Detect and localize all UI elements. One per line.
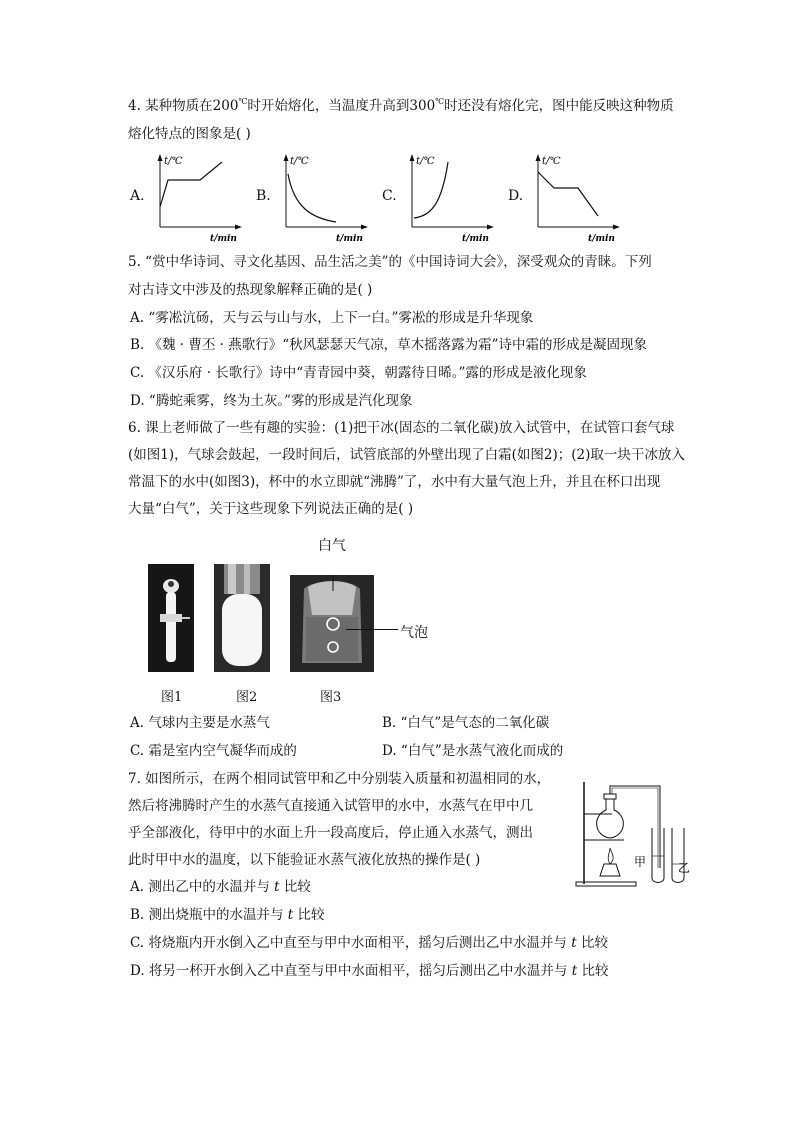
fig3-photo [290, 575, 374, 672]
q4-option-a-label: A. [130, 188, 145, 204]
q4-stem-line2: 熔化特点的图象是( ) [128, 126, 251, 142]
q7-label-yi: 乙 [678, 861, 691, 875]
q6-option-b: B. “白气”是气态的二氧化碳 [382, 715, 550, 731]
q6-stem-line4: 大量“白气”，关于这些现象下列说法正确的是( ) [128, 501, 414, 517]
q5-option-b: B. 《魏 · 曹丕 · 燕歌行》“秋风瑟瑟天气凉，草木摇落露为霜”诗中霜的形成是凝固现象 [130, 337, 648, 353]
degree-symbol: ℃ [435, 97, 445, 106]
q4-graph-a-ylabel: t/℃ [164, 156, 183, 167]
q6-option-a: A. 气球内主要是水蒸气 [130, 715, 270, 731]
q4-option-d-label: D. [508, 188, 524, 204]
q4-graph-d [528, 152, 620, 244]
q5-stem-line2: 对古诗文中涉及的热现象解释正确的是( ) [128, 282, 373, 298]
q4-graph-b [276, 152, 368, 244]
q4-graph-c [402, 152, 494, 244]
q4-graph-a [150, 152, 242, 244]
fig3-label-bubble: 气泡 [400, 625, 428, 641]
q7-label-jia: 甲 [634, 855, 647, 869]
fig3-label-white-vapor: 白气 [318, 538, 346, 554]
q7-option-c: C. 将烧瓶内开水倒入乙中直至与甲中水面相平，摇匀后测出乙中水温并与 t 比较 [130, 935, 608, 951]
q4-graph-c-xlabel: t/min [462, 234, 489, 244]
q7-option-a: A. 测出乙中的水温并与 t 比较 [130, 879, 311, 895]
q4-option-b-label: B. [256, 188, 271, 204]
q6-stem-line3: 常温下的水中(如图3)，杯中的水立即就“沸腾”了，水中有大量气泡上升，并且在杯口出现 [128, 474, 661, 490]
q6-option-d: D. “白气”是水蒸气液化而成的 [382, 743, 564, 759]
q6-option-c: C. 霜是室内空气凝华而成的 [130, 743, 297, 759]
q6-stem-line1: 6. 课上老师做了一些有趣的实验：(1)把干冰(固态的二氧化碳)放入试管中，在试管口套气球 [128, 420, 675, 436]
q7-stem-line2: 然后将沸腾时产生的水蒸气直接通入试管甲的水中，水蒸气在甲中几 [128, 798, 533, 814]
q4-graph-b-ylabel: t/℃ [290, 156, 309, 167]
q4-graph-b-xlabel: t/min [336, 234, 363, 244]
q7-apparatus-diagram [572, 778, 696, 890]
q7-option-d: D. 将另一杯开水倒入乙中直至与甲中水面相平，摇匀后测出乙中水温并与 t 比较 [130, 963, 609, 979]
degree-symbol: ℃ [238, 97, 248, 106]
q4-stem-line1 [128, 96, 674, 118]
fig1-photo [148, 564, 194, 672]
q5-option-d: D. “腾蛇乘雾，终为土灰。”雾的形成是汽化现象 [130, 393, 413, 409]
fig1-caption: 图1 [161, 690, 183, 705]
q4-graph-a-xlabel: t/min [210, 234, 237, 244]
q4-text-a: 4. 某种物质在200 [128, 98, 239, 114]
q4-graph-d-xlabel: t/min [588, 234, 615, 244]
q7-stem-line1: 7. 如图所示，在两个相同试管甲和乙中分别装入质量和初温相同的水， [128, 771, 551, 787]
q6-stem-line2: (如图1)，气球会鼓起，一段时间后，试管底部的外壁出现了白霜(如图2)；(2)取一块干冰放入 [128, 447, 685, 463]
q4-text-c: 时还没有熔化完，图中能反映这种物质 [444, 98, 674, 114]
q7-stem-line3: 乎全部液化，待甲中的水面上升一段高度后，停止通入水蒸气，测出 [128, 825, 533, 841]
bubble-pointer-line [346, 629, 398, 630]
fig2-caption: 图2 [236, 690, 258, 705]
q4-graph-d-ylabel: t/℃ [542, 156, 561, 167]
fig3-caption: 图3 [320, 690, 342, 705]
q5-option-c: C. 《汉乐府 · 长歌行》诗中“青青园中葵，朝露待日晞。”露的形成是液化现象 [130, 365, 587, 381]
q4-option-c-label: C. [382, 188, 397, 204]
q4-graph-c-ylabel: t/℃ [416, 156, 435, 167]
q7-stem-line4: 此时甲中水的温度，以下能验证水蒸气液化放热的操作是( ) [128, 852, 481, 868]
q5-stem-line1: 5. “赏中华诗词、寻文化基因、品生活之美”的《中国诗词大会》，深受观众的青睐。下列 [128, 254, 652, 270]
fig2-photo [214, 564, 270, 672]
q7-option-b: B. 测出烧瓶中的水温并与 t 比较 [130, 907, 325, 923]
q4-text-b: 时开始熔化，当温度升高到300 [247, 98, 436, 114]
q5-option-a: A. “雾凇沆砀，天与云与山与水，上下一白。”雾凇的形成是升华现象 [130, 310, 534, 326]
